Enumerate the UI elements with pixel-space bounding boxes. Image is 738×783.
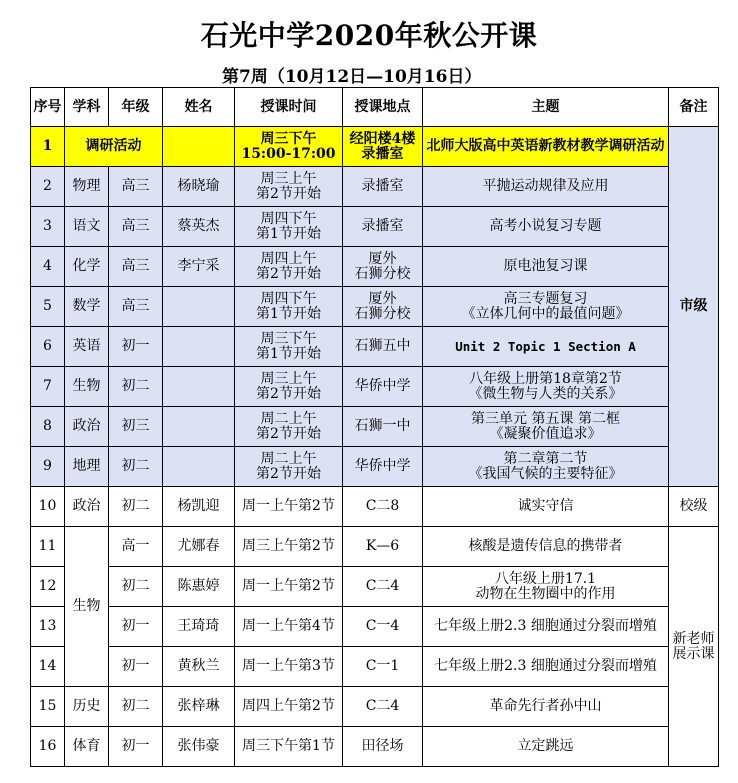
- place-line-1: 经阳楼4楼: [349, 130, 416, 147]
- grade-cell: 初二: [109, 447, 163, 487]
- grade-cell: 高三: [109, 247, 163, 287]
- place-cell: [343, 247, 423, 287]
- time-cell: [235, 287, 343, 327]
- row-number: 7: [31, 367, 65, 407]
- time-line-2: 第2节开始: [256, 185, 321, 202]
- time-line-1: 周四上午: [260, 250, 317, 267]
- grade-cell: 初三: [109, 407, 163, 447]
- time-line-1: 周三上午: [260, 170, 317, 187]
- table-row: [31, 367, 719, 407]
- place-cell: C二4: [343, 567, 423, 607]
- topic-line-1: 八年级上册17.1: [494, 570, 597, 587]
- time-cell: [235, 367, 343, 407]
- name-cell: 黄秋兰: [163, 647, 235, 687]
- time-line-2: 第2节开始: [256, 265, 321, 282]
- table-row: [31, 127, 719, 167]
- header-row: [31, 88, 719, 127]
- table-row: [31, 727, 719, 767]
- note-line-1: 新老师: [672, 630, 715, 647]
- place-cell: [343, 407, 423, 447]
- header-cell: 备注: [669, 88, 719, 127]
- time-cell: [235, 247, 343, 287]
- topic-cell: 革命先行者孙中山: [423, 687, 669, 727]
- row-number: 13: [31, 607, 65, 647]
- time-line-1: 周三上午: [260, 370, 317, 387]
- place-line-1: 石狮五中: [354, 338, 411, 354]
- row-number: 6: [31, 327, 65, 367]
- time-cell: 周一上午第3节: [235, 647, 343, 687]
- topic-cell: 北师大版高中英语新教材教学调研活动: [423, 127, 669, 167]
- topic-cell: [423, 607, 669, 647]
- table-row: [31, 287, 719, 327]
- place-line-1: 厦外: [368, 250, 397, 267]
- time-line-2: 第1节开始: [256, 305, 321, 322]
- time-cell: [235, 327, 343, 367]
- grade-cell: 高三: [109, 287, 163, 327]
- place-cell: C一1: [343, 647, 423, 687]
- subject-cell: 数学: [65, 287, 109, 327]
- name-cell: 王琦琦: [163, 607, 235, 647]
- grade-cell: 初一: [109, 607, 163, 647]
- note-cell-school: 校级: [669, 487, 719, 527]
- place-cell: [343, 367, 423, 407]
- grade-cell: 初二: [109, 487, 163, 527]
- row-number: 14: [31, 647, 65, 687]
- table-row: [31, 407, 719, 447]
- subject-cell: 英语: [65, 327, 109, 367]
- time-line-2: 第2节开始: [256, 425, 321, 442]
- grade-cell: 高三: [109, 207, 163, 247]
- name-cell: [163, 287, 235, 327]
- header-cell: 学科: [65, 88, 109, 127]
- subject-cell: 政治: [65, 407, 109, 447]
- grade-cell: 初一: [109, 327, 163, 367]
- subject-cell: 地理: [65, 447, 109, 487]
- time-cell: 周一上午第2节: [235, 487, 343, 527]
- topic-line-1: 第三单元 第五课 第二框: [471, 410, 620, 427]
- table-row: [31, 327, 719, 367]
- time-line-2: 第2节开始: [256, 385, 321, 402]
- subject-cell: 物理: [65, 167, 109, 207]
- topic-line-1: 高三专题复习: [503, 290, 588, 307]
- time-cell: 周一上午第2节: [235, 567, 343, 607]
- page-title: 石光中学2020年秋公开课: [200, 19, 538, 52]
- name-cell: 张梓琳: [163, 687, 235, 727]
- subject-cell: 历史: [65, 687, 109, 727]
- table-row: [31, 247, 719, 287]
- table-row: [31, 527, 719, 567]
- table-row: [31, 167, 719, 207]
- topic-cell: [423, 167, 669, 207]
- subject-cell: 生物: [65, 367, 109, 407]
- activity-cell: 调研活动: [65, 127, 163, 167]
- table-row: [31, 607, 719, 647]
- grade-cell: 初一: [109, 727, 163, 767]
- topic-cell: [423, 647, 669, 687]
- subject-cell: 语文: [65, 207, 109, 247]
- place-cell: [343, 327, 423, 367]
- name-cell: [163, 127, 235, 167]
- subject-cell: 化学: [65, 247, 109, 287]
- topic-line-1: 平抛运动规律及应用: [482, 178, 609, 194]
- row-number: 10: [31, 487, 65, 527]
- grade-cell: 初二: [109, 687, 163, 727]
- grade-cell: 高三: [109, 167, 163, 207]
- subject-cell: 体育: [65, 727, 109, 767]
- time-line-2: 第2节开始: [256, 465, 321, 482]
- subject-cell: 政治: [65, 487, 109, 527]
- time-line-1: 周四下午: [260, 210, 317, 227]
- place-cell: 田径场: [343, 727, 423, 767]
- row-number: 2: [31, 167, 65, 207]
- place-line-1: 厦外: [368, 290, 397, 307]
- time-line-1: 周二上午: [260, 410, 317, 427]
- time-cell: 周四上午第2节: [235, 687, 343, 727]
- place-cell: C二4: [343, 687, 423, 727]
- row-number: 5: [31, 287, 65, 327]
- name-cell: 尤娜春: [163, 527, 235, 567]
- place-cell: C一4: [343, 607, 423, 647]
- table-row: [31, 567, 719, 607]
- table-row: [31, 487, 719, 527]
- week-subtitle: 第7周（10月12日—10月16日）: [222, 67, 482, 87]
- topic-cell: [423, 207, 669, 247]
- place-line-1: 华侨中学: [354, 458, 411, 474]
- row-number: 9: [31, 447, 65, 487]
- topic-line-2: 动物在生物圈中的作用: [475, 585, 616, 602]
- grade-cell: 高一: [109, 527, 163, 567]
- topic-line-1: 八年级上册第18章第2节: [469, 370, 622, 387]
- place-cell: C二8: [343, 487, 423, 527]
- time-cell: [235, 127, 343, 167]
- row-number: 12: [31, 567, 65, 607]
- name-cell: 张伟豪: [163, 727, 235, 767]
- place-cell: [343, 207, 423, 247]
- topic-line-2: 《我国气候的主要特征》: [468, 465, 623, 482]
- header-cell: 授课时间: [235, 88, 343, 127]
- place-line-1: 录播室: [361, 178, 404, 194]
- row-number: 1: [31, 127, 65, 167]
- name-cell: [163, 407, 235, 447]
- header-cell: 主题: [423, 88, 669, 127]
- topic-line-1: 第二章第二节: [503, 450, 588, 467]
- schedule-table: [30, 87, 719, 767]
- time-cell: 周三下午第1节: [235, 727, 343, 767]
- name-cell: 蔡英杰: [163, 207, 235, 247]
- table-row: [31, 447, 719, 487]
- topic-line-1: 高考小说复习专题: [489, 218, 602, 234]
- table-row: [31, 207, 719, 247]
- time-cell: [235, 167, 343, 207]
- name-cell: 杨晓瑜: [163, 167, 235, 207]
- header-cell: 授课地点: [343, 88, 423, 127]
- name-cell: [163, 327, 235, 367]
- row-number: 8: [31, 407, 65, 447]
- topic-line-2: 《凝聚价值追求》: [489, 425, 602, 442]
- topic-cell: 诚实守信: [423, 487, 669, 527]
- grade-cell: 初一: [109, 647, 163, 687]
- place-cell: [343, 447, 423, 487]
- row-number: 16: [31, 727, 65, 767]
- time-line-1: 周三下午: [260, 130, 317, 147]
- place-line-2: 石狮分校: [354, 305, 411, 322]
- header-cell: 姓名: [163, 88, 235, 127]
- time-line-1: 周二上午: [260, 450, 317, 467]
- name-cell: 陈惠婷: [163, 567, 235, 607]
- topic-cell: [423, 287, 669, 327]
- time-line-2: 第1节开始: [256, 345, 321, 362]
- time-cell: [235, 207, 343, 247]
- table-row: [31, 687, 719, 727]
- row-number: 11: [31, 527, 65, 567]
- place-cell: [343, 167, 423, 207]
- place-line-1: 石狮一中: [354, 418, 411, 434]
- topic-cell: [423, 247, 669, 287]
- row-number: 3: [31, 207, 65, 247]
- name-cell: 杨凯迎: [163, 487, 235, 527]
- place-cell: [343, 287, 423, 327]
- time-cell: 周三上午第2节: [235, 527, 343, 567]
- row-number: 4: [31, 247, 65, 287]
- topic-cell: [423, 567, 669, 607]
- name-cell: [163, 367, 235, 407]
- header-cell: 序号: [31, 88, 65, 127]
- time-line-1: 周四下午: [260, 290, 317, 307]
- name-cell: [163, 447, 235, 487]
- topic-line-2: 《微生物与人类的关系》: [468, 385, 623, 402]
- topic-cell: [423, 327, 669, 367]
- topic-line-1: Unit 2 Topic 1 Section A: [455, 339, 636, 354]
- topic-line-1: 核酸是遗传信息的携带者: [468, 538, 623, 554]
- note-cell-city: 市级: [669, 127, 719, 487]
- time-line-2: 15:00-17:00: [241, 145, 336, 162]
- topic-line-1: 原电池复习课: [503, 258, 588, 274]
- topic-cell: [423, 367, 669, 407]
- topic-line-2: 《立体几何中的最值问题》: [461, 305, 630, 322]
- table-row: [31, 647, 719, 687]
- topic-cell: [423, 527, 669, 567]
- topic-line-1: 七年级上册2.3 细胞通过分裂而增殖: [434, 618, 657, 634]
- topic-cell: [423, 407, 669, 447]
- place-line-1: 录播室: [361, 218, 404, 234]
- place-cell: [343, 127, 423, 167]
- place-line-1: 华侨中学: [354, 378, 411, 394]
- name-cell: 李宁采: [163, 247, 235, 287]
- grade-cell: 初二: [109, 367, 163, 407]
- place-line-2: 石狮分校: [354, 265, 411, 282]
- time-cell: 周一上午第4节: [235, 607, 343, 647]
- subject-cell-biology: 生物: [65, 527, 109, 687]
- header-cell: 年级: [109, 88, 163, 127]
- topic-cell: 立定跳远: [423, 727, 669, 767]
- topic-line-1: 七年级上册2.3 细胞通过分裂而增殖: [434, 658, 657, 674]
- place-line-2: 录播室: [361, 145, 404, 162]
- time-cell: [235, 407, 343, 447]
- note-cell-new-teacher: [669, 527, 719, 767]
- grade-cell: 初二: [109, 567, 163, 607]
- time-line-1: 周三下午: [260, 330, 317, 347]
- time-cell: [235, 447, 343, 487]
- time-line-2: 第1节开始: [256, 225, 321, 242]
- row-number: 15: [31, 687, 65, 727]
- topic-cell: [423, 447, 669, 487]
- note-line-2: 展示课: [672, 645, 715, 662]
- place-cell: K—6: [343, 527, 423, 567]
